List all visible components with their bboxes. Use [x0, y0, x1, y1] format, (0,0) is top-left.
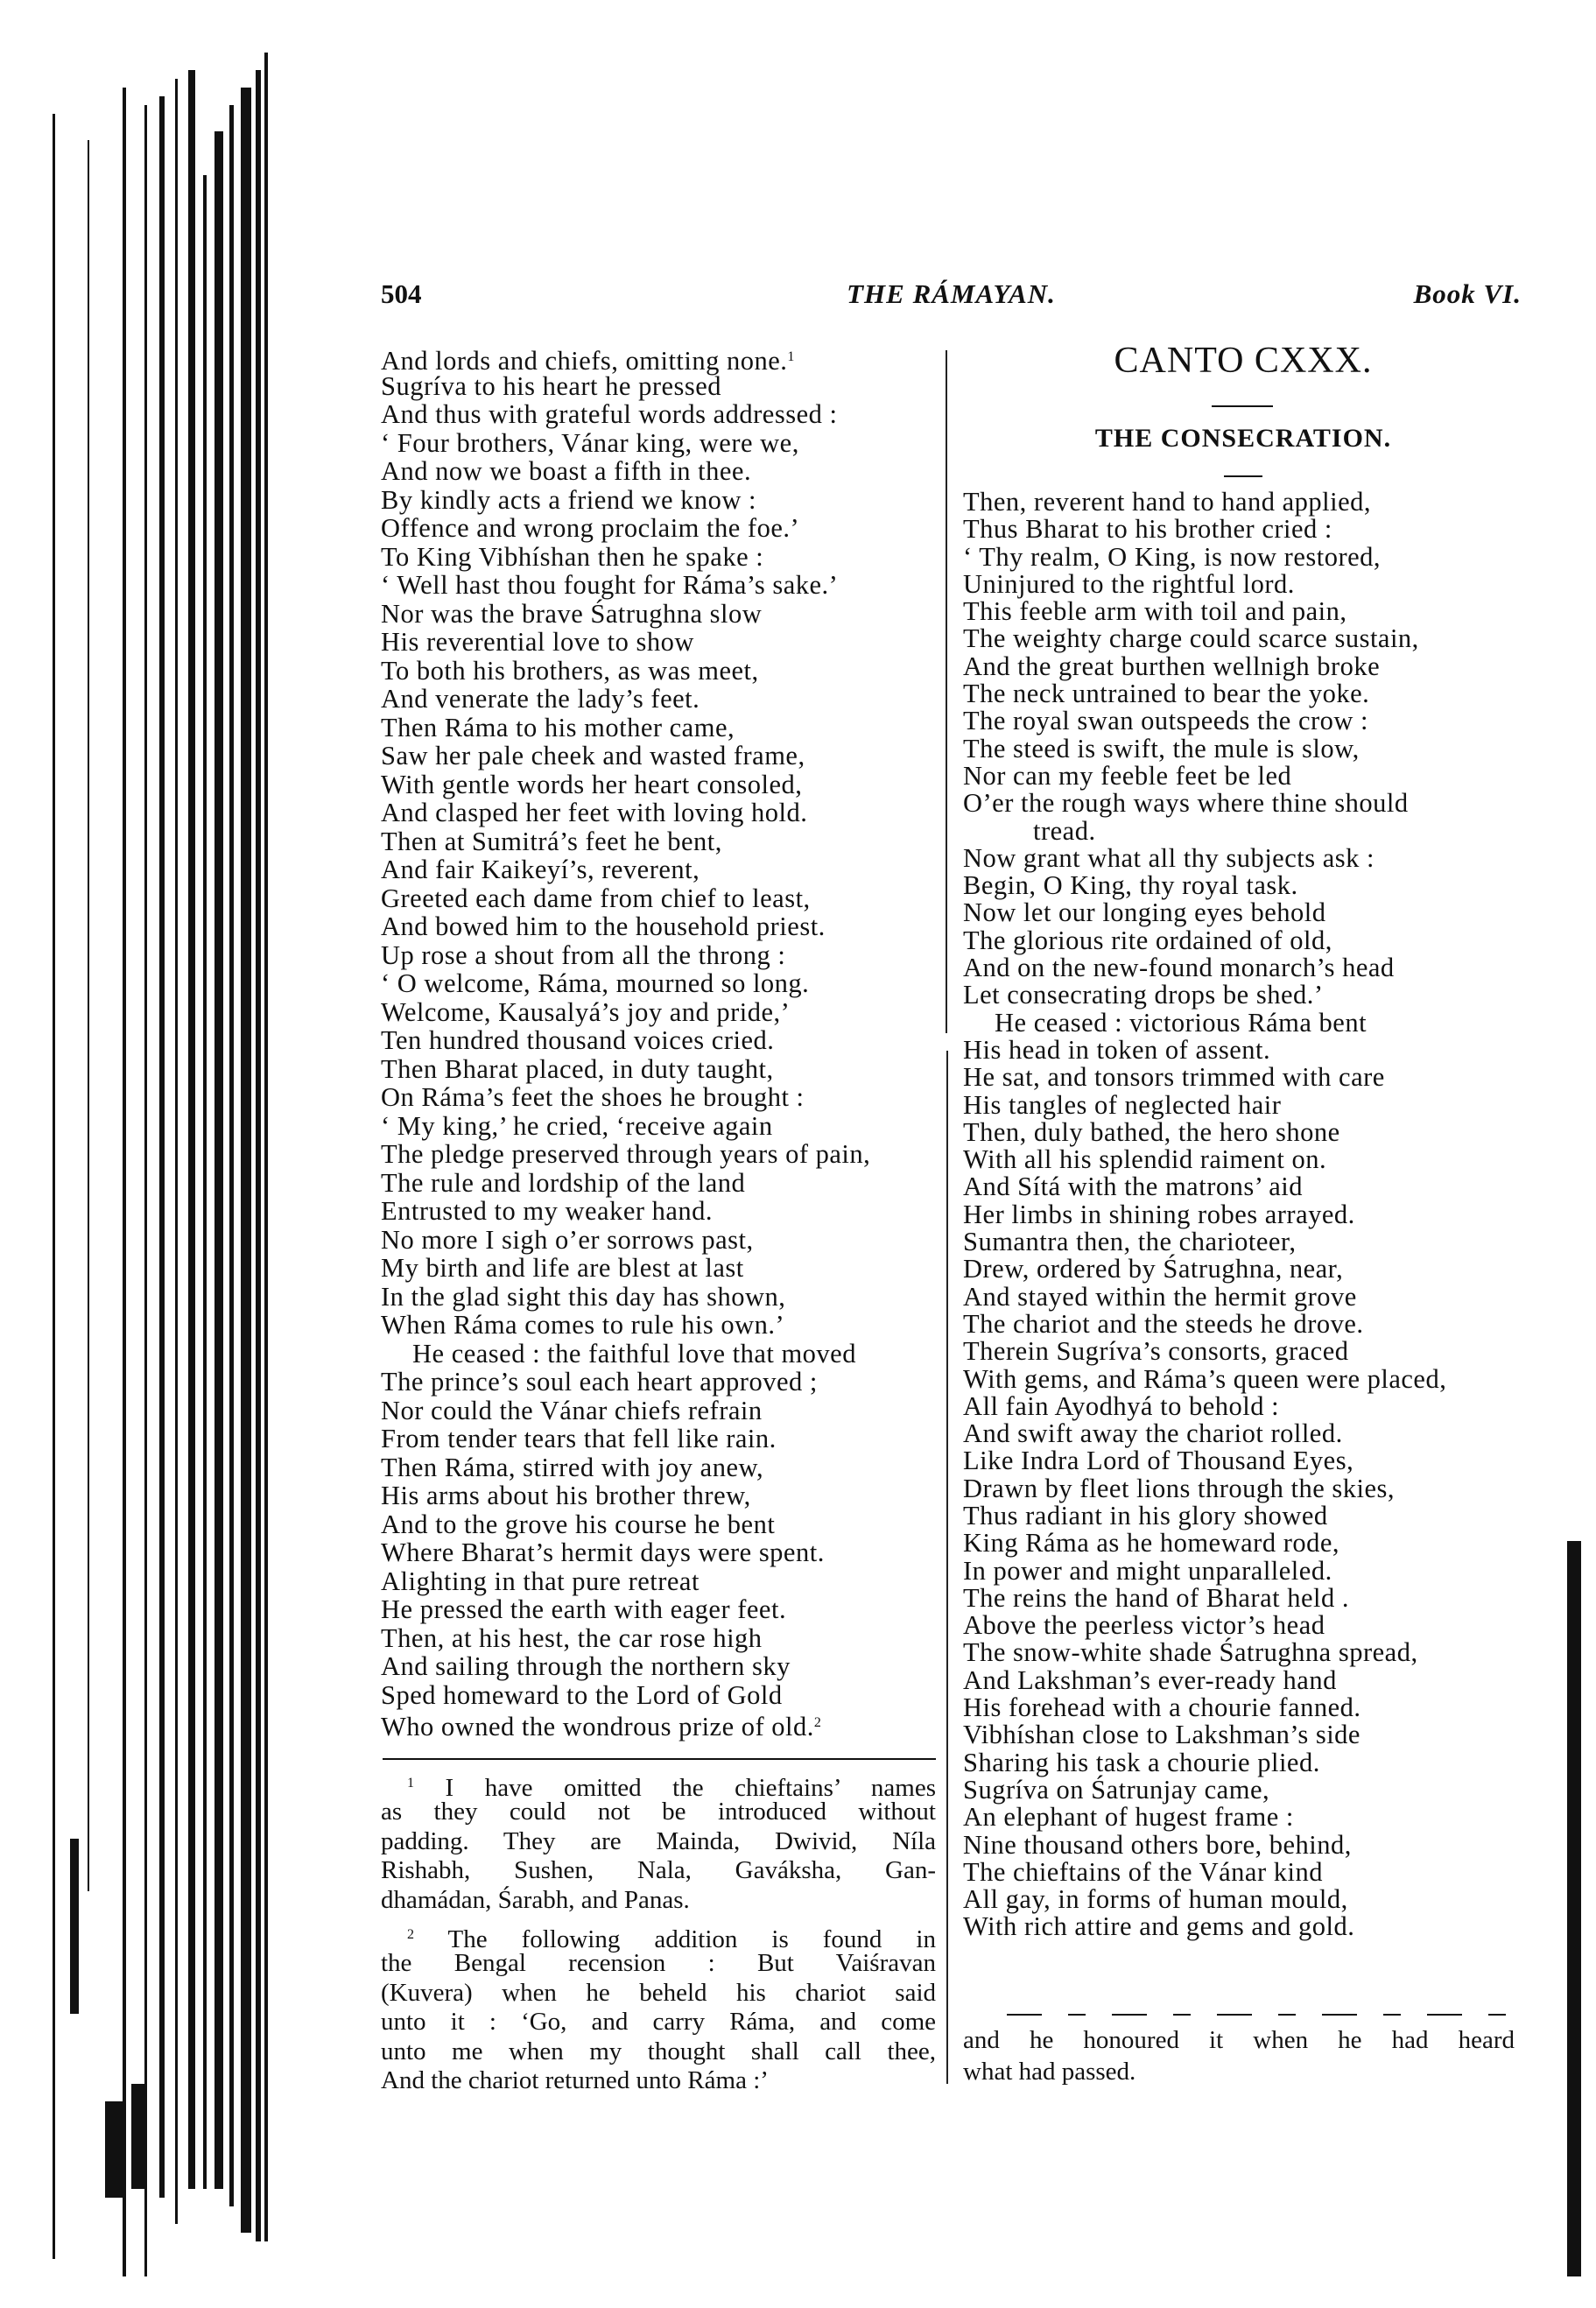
verse-line	[963, 568, 1523, 599]
verse-line-text: To King Vibhíshan then he spake :	[381, 541, 764, 572]
scan-edge-stripe	[88, 140, 89, 1891]
verse-line	[963, 1694, 1523, 1721]
verse-line-text: Ten hundred thousand voices cried.	[381, 1025, 775, 1055]
verse-line-text: Nine thousand others bore, behind,	[963, 1829, 1352, 1860]
verse-line-text: ‘ Well hast thou fought for Ráma’s sake.’	[381, 570, 839, 600]
verse-line	[963, 1308, 1523, 1339]
verse-line	[963, 1420, 1523, 1447]
verse-line	[963, 1034, 1523, 1065]
verse-line	[963, 842, 1523, 873]
verse-line	[381, 486, 941, 515]
verse-line-text: An elephant of hugest frame :	[963, 1802, 1294, 1833]
verse-line-text: And the great burthen wellnigh broke	[963, 651, 1381, 681]
verse-line	[381, 1254, 941, 1283]
verse-line-text: My birth and life are blest at last	[381, 1253, 744, 1283]
verse-line	[963, 1664, 1523, 1695]
footnote-text: dhamádan, Śarabh, and Panas.	[381, 1885, 690, 1914]
verse-line	[963, 1804, 1523, 1831]
verse-line-text: And fair Kaikeyí’s, reverent,	[381, 855, 700, 884]
verse-line	[963, 598, 1523, 625]
running-header	[381, 278, 1522, 319]
verse-line	[963, 872, 1523, 899]
verse-line	[381, 657, 941, 686]
verse-line-text: His forehead with a chourie fanned.	[963, 1692, 1361, 1723]
running-title: THE RÁMAYAN.	[847, 278, 1056, 309]
verse-line-text: With rich attire and gems and gold.	[963, 1911, 1355, 1942]
footnote-text: unto me when my thought shall call thee,	[381, 2037, 936, 2065]
verse-line	[381, 714, 941, 742]
verse-line	[963, 1886, 1523, 1913]
verse-line	[381, 1140, 941, 1169]
verse-line	[381, 1709, 941, 1742]
footnote-line	[381, 1856, 936, 1885]
verse-line	[963, 1856, 1523, 1887]
verse-line-text: With all his splendid raiment on.	[963, 1144, 1327, 1175]
footnote-line	[381, 1920, 936, 1953]
verse-line	[381, 628, 941, 657]
scan-edge-stripe	[123, 88, 126, 2276]
verse-line	[381, 1453, 941, 1482]
verse-line	[381, 884, 941, 913]
verse-line	[381, 1681, 941, 1710]
verse-line-text: And lords and chiefs, omitting none.	[381, 346, 788, 376]
footnote-line	[381, 1949, 936, 1978]
verse-line	[963, 653, 1523, 680]
footnote-line	[381, 1769, 937, 1802]
verse-line	[963, 489, 1523, 516]
verse-line-text: Then, duly bathed, the hero shone	[963, 1116, 1340, 1147]
scan-edge-stripe	[214, 131, 223, 2189]
verse-line	[963, 516, 1523, 543]
verse-line	[381, 400, 941, 429]
verse-line	[381, 1624, 941, 1653]
verse-line-text: The pledge preserved through years of pain,	[381, 1139, 871, 1169]
verse-line-text: Then, at his hest, the car rose high	[381, 1622, 763, 1653]
verse-line	[963, 1146, 1523, 1173]
verse-line-text: With gentle words her heart consoled,	[381, 769, 803, 799]
scan-edge-stripe	[175, 79, 178, 2224]
scan-edge-stripe	[264, 53, 268, 2241]
right-verse-column	[963, 489, 1523, 1941]
footnote-line: and he honoured it when he had heard	[963, 2026, 1515, 2054]
verse-line-text: His head in token of assent.	[963, 1034, 1271, 1065]
verse-line	[963, 1913, 1523, 1940]
verse-line-text: Sharing his task a chourie plied.	[963, 1747, 1320, 1777]
verse-line	[963, 1749, 1523, 1777]
verse-line	[963, 1721, 1523, 1749]
footnote-line: what had passed.	[963, 2058, 1136, 2086]
title-rule	[1212, 405, 1273, 407]
verse-line-text: The rule and lordship of the land	[381, 1167, 746, 1198]
verse-line-text: In power and might unparalleled.	[963, 1555, 1332, 1586]
verse-line	[381, 1112, 941, 1141]
verse-line-text: Then, reverent hand to hand applied,	[963, 487, 1372, 517]
footnote-text: as they could not be introduced without	[381, 1798, 936, 1826]
verse-line-text: The steed is swift, the mule is slow,	[963, 733, 1360, 763]
verse-line	[381, 1283, 941, 1312]
verse-line-text: The prince’s soul each heart approved ;	[381, 1367, 818, 1397]
canto-subtitle: THE CONSECRATION.	[1094, 424, 1392, 453]
verse-line-text: The reins the hand of Bharat held .	[963, 1582, 1349, 1613]
scan-edge-stripe	[229, 105, 234, 2206]
verse-line-text: On Ráma’s feet the shoes he brought :	[381, 1082, 805, 1112]
scan-edge-stripe	[241, 88, 251, 2233]
scan-edge-stripe	[53, 114, 55, 2259]
footnote-text: the Bengal recension : But Vaiśravan	[381, 1949, 936, 1978]
verse-line	[381, 799, 941, 827]
verse-line-text: From tender tears that fell like rain.	[381, 1424, 777, 1453]
footnote-line	[381, 1979, 936, 2008]
verse-line	[381, 600, 941, 629]
footnote-text: The following addition is found in	[447, 1925, 936, 1953]
footnote-text: (Kuvera) when he beheld his chariot said	[381, 1978, 936, 2007]
verse-line-text: And on the new-found monarch’s head	[963, 953, 1395, 983]
canto-title: CANTO CXXX.	[1114, 341, 1373, 381]
verse-line-text: Nor was the brave Śatrughna slow	[381, 598, 763, 629]
verse-line	[381, 1567, 941, 1596]
footnote-marker: 1	[407, 1776, 414, 1791]
verse-line-text: Saw her pale cheek and wasted frame,	[381, 741, 805, 771]
verse-line-text: Therein Sugríva’s consorts, graced	[963, 1336, 1349, 1367]
verse-line	[381, 514, 941, 543]
verse-line-text: ‘ O welcome, Ráma, mourned so long.	[381, 968, 810, 998]
verse-line	[381, 742, 941, 771]
verse-line	[963, 735, 1523, 763]
footnote-line	[381, 1827, 936, 1856]
verse-line-text: Nor can my feeble feet be led	[963, 760, 1292, 791]
verse-line-text: Then Bharat placed, in duty taught,	[381, 1053, 774, 1084]
verse-line-text: The chariot and the steeds he drove.	[963, 1308, 1364, 1339]
verse-line-text: He ceased : victorious Ráma bent	[995, 1007, 1367, 1038]
book-label: Book VI.	[1413, 278, 1522, 309]
verse-line	[381, 429, 941, 458]
verse-line-text: Where Bharat’s hermit days were spent.	[381, 1537, 825, 1567]
verse-line-text: And thus with grateful words addressed :	[381, 399, 838, 429]
verse-line	[963, 1338, 1523, 1365]
verse-line	[963, 954, 1523, 982]
verse-line-text: Greeted each dame from chief to least,	[381, 883, 811, 913]
verse-line	[963, 1116, 1523, 1147]
verse-line	[381, 1425, 941, 1453]
verse-line	[963, 927, 1523, 954]
verse-line	[963, 1612, 1523, 1639]
footnote-text: Rishabh, Sushen, Nala, Gaváksha, Gan-	[381, 1856, 936, 1885]
verse-line-text: He pressed the earth with eager feet.	[381, 1594, 787, 1624]
verse-line	[963, 680, 1523, 707]
verse-line	[381, 1026, 941, 1055]
verse-line-text: Let consecrating drops be shed.’	[963, 980, 1324, 1010]
subtitle-rule	[1224, 475, 1262, 477]
verse-line	[381, 1595, 941, 1624]
verse-line-text: Then at Sumitrá’s feet he bent,	[381, 826, 722, 856]
verse-line-text: This feeble arm with toil and pain,	[963, 596, 1347, 627]
footnote-rule	[383, 1758, 936, 1760]
verse-line	[381, 1340, 941, 1369]
verse-line-text: To both his brothers, as was meet,	[381, 655, 759, 686]
verse-line-text: Nor could the Vánar chiefs refrain	[381, 1395, 763, 1425]
verse-line	[381, 941, 941, 970]
verse-line	[963, 707, 1523, 735]
verse-line-text: Her limbs in shining robes arrayed.	[963, 1199, 1355, 1229]
verse-line	[963, 1173, 1523, 1200]
footnote-text: padding. They are Mainda, Dwivid, Níla	[381, 1826, 936, 1855]
verse-line	[381, 998, 941, 1027]
verse-line-text: He ceased : the faithful love that moved	[412, 1338, 856, 1369]
scan-edge-stripe	[188, 70, 195, 2189]
verse-line-text: O’er the rough ways where thine should	[963, 788, 1409, 819]
footnote-line	[381, 2008, 936, 2037]
verse-line	[381, 827, 941, 856]
verse-line-text: Sugríva to his heart he pressed	[381, 370, 722, 401]
verse-line	[963, 815, 1523, 846]
verse-line-text: Then Ráma to his mother came,	[381, 712, 735, 742]
verse-line-text: And clasped her feet with loving hold.	[381, 798, 808, 827]
verse-line-text: Thus radiant in his glory showed	[963, 1500, 1328, 1530]
footnote-text: And the chariot returned unto Ráma :’	[381, 2065, 769, 2094]
verse-line-text: Drawn by fleet lions through the skies,	[963, 1473, 1396, 1503]
footnote-marker: 2	[813, 1715, 822, 1730]
verse-line	[963, 899, 1523, 926]
verse-line-text: Alighting in that pure retreat	[381, 1566, 700, 1596]
verse-line	[963, 1363, 1523, 1394]
verse-line	[963, 1007, 1523, 1038]
verse-line	[963, 1201, 1523, 1228]
verse-line-text: The snow-white shade Śatrughna spread,	[963, 1637, 1418, 1668]
verse-line-text: With gems, and Ráma’s queen were placed,	[963, 1363, 1447, 1394]
verse-line	[381, 771, 941, 799]
verse-line-text: Uninjured to the rightful lord.	[963, 568, 1295, 599]
footnote-1	[381, 1769, 936, 1915]
scan-edge-stripe	[203, 175, 207, 2189]
verse-line	[381, 969, 941, 998]
footnote-2	[381, 1920, 936, 2095]
verse-line	[381, 571, 941, 600]
verse-line	[381, 685, 941, 714]
verse-line	[381, 1368, 941, 1397]
verse-line-text: Then Ráma, stirred with joy anew,	[381, 1452, 764, 1482]
footnotes	[381, 1769, 936, 2095]
verse-line-text: And now we boast a fifth in thee.	[381, 456, 752, 486]
footnote-line	[381, 1886, 936, 1915]
footnote-text: unto it : ‘Go, and carry Ráma, and come	[381, 2008, 936, 2037]
verse-line-text: The neck untrained to bear the yoke.	[963, 679, 1370, 709]
verse-line-text: And venerate the lady’s feet.	[381, 684, 700, 714]
verse-line	[381, 1311, 941, 1340]
footnote-line	[381, 1798, 936, 1826]
verse-line-text: Thus Bharat to his brother cried :	[963, 514, 1332, 545]
verse-line	[963, 1447, 1523, 1474]
verse-line-text: Above the peerless victor’s head	[963, 1610, 1325, 1641]
verse-line	[963, 541, 1523, 572]
scan-edge-stripe	[70, 1839, 79, 2014]
verse-line	[381, 343, 941, 376]
verse-line	[381, 543, 941, 572]
verse-line	[963, 1228, 1523, 1256]
verse-line	[381, 1226, 941, 1255]
verse-line-text: No more I sigh o’er sorrows past,	[381, 1224, 754, 1255]
scan-edge-stripe	[144, 105, 147, 2276]
verse-line	[381, 1652, 941, 1681]
verse-line-text: And Sítá with the matrons’ aid	[963, 1172, 1303, 1202]
verse-line-text: Sped homeward to the Lord of Gold	[381, 1679, 783, 1710]
verse-line-text: ‘ Thy realm, O King, is now restored,	[963, 541, 1382, 572]
verse-line	[963, 1774, 1523, 1805]
verse-line	[381, 372, 941, 401]
verse-line	[963, 1475, 1523, 1502]
verse-line-text: Who owned the wondrous prize of old.	[381, 1712, 814, 1742]
verse-line-text: And sailing through the northern sky	[381, 1651, 791, 1681]
verse-line-text: Like Indra Lord of Thousand Eyes,	[963, 1446, 1354, 1476]
verse-line-text: And bowed him to the household priest.	[381, 911, 826, 941]
verse-line-text: The weighty charge could scarce sustain,	[963, 623, 1419, 654]
verse-line-text: The chieftains of the Vánar kind	[963, 1856, 1323, 1887]
verse-line	[381, 457, 941, 486]
verse-line-text: Sumantra then, the charioteer,	[963, 1227, 1297, 1257]
verse-line	[963, 1064, 1523, 1091]
verse-line	[381, 1510, 941, 1539]
verse-line-text: King Ráma as he homeward rode,	[963, 1528, 1340, 1559]
column-divider	[946, 1051, 948, 2084]
footnote-continuation	[963, 2024, 1515, 2087]
verse-line	[963, 1256, 1523, 1283]
verse-line-text: ‘ My king,’ he cried, ‘receive again	[381, 1110, 773, 1141]
verse-line	[963, 1555, 1523, 1586]
verse-line-text: ‘ Four brothers, Vánar king, were we,	[381, 427, 799, 458]
verse-line-text: Now grant what all thy subjects ask :	[963, 842, 1375, 873]
verse-line	[963, 1582, 1523, 1613]
verse-line-text: tread.	[1033, 815, 1096, 846]
verse-line-text: His reverential love to show	[381, 627, 694, 657]
scan-edge-stripe	[105, 2101, 124, 2198]
verse-line	[963, 1530, 1523, 1557]
verse-line	[963, 1281, 1523, 1312]
verse-line	[963, 1502, 1523, 1530]
verse-line	[381, 1083, 941, 1112]
scanned-book-edge	[0, 0, 289, 2308]
verse-line	[963, 625, 1523, 652]
footnote-marker: 2	[407, 1926, 414, 1942]
scan-edge-stripe	[131, 2084, 147, 2189]
verse-line-text: Vibhíshan close to Lakshman’s side	[963, 1720, 1360, 1750]
page-number: 504	[381, 278, 422, 309]
column-divider	[946, 350, 947, 1033]
verse-line	[381, 1481, 941, 1510]
footnote-line	[381, 2066, 936, 2095]
verse-line-text: In the glad sight this day has shown,	[381, 1281, 786, 1312]
verse-line-text: And Lakshman’s ever-ready hand	[963, 1664, 1337, 1695]
verse-line-text: Now let our longing eyes behold	[963, 897, 1326, 928]
verse-line-text: Begin, O King, thy royal task.	[963, 870, 1298, 901]
verse-line	[963, 790, 1523, 817]
verse-line	[381, 912, 941, 941]
footnote-rule-broken	[1007, 2014, 1523, 2016]
verse-line	[963, 1639, 1523, 1666]
scan-edge-stripe	[256, 70, 261, 2241]
footnote-text: I have omitted the chieftains’ names	[445, 1774, 937, 1802]
verse-line	[381, 1197, 941, 1226]
verse-line	[381, 855, 941, 884]
verse-line-text: Offence and wrong proclaim the foe.’	[381, 513, 800, 543]
verse-line-text: Up rose a shout from all the throng :	[381, 939, 786, 970]
verse-line-text: Entrusted to my weaker hand.	[381, 1196, 714, 1226]
verse-line-text: His tangles of neglected hair	[963, 1089, 1282, 1120]
verse-line-text: And swift away the chariot rolled.	[963, 1418, 1343, 1449]
verse-line	[381, 1397, 941, 1425]
verse-line-text: And stayed within the hermit grove	[963, 1281, 1357, 1312]
verse-line	[963, 982, 1523, 1009]
verse-line-text: The glorious rite ordained of old,	[963, 925, 1332, 955]
verse-line	[963, 1390, 1523, 1421]
verse-line-text: He sat, and tonsors trimmed with care	[963, 1062, 1385, 1093]
verse-line	[381, 1055, 941, 1084]
verse-line-text: The royal swan outspeeds the crow :	[963, 706, 1369, 736]
left-verse-column	[381, 343, 941, 1742]
verse-line-text: Sugríva on Śatrunjay came,	[963, 1774, 1270, 1805]
scan-margin-bar	[1567, 1541, 1581, 2276]
verse-line-text: All fain Ayodhyá to behold :	[963, 1390, 1280, 1421]
verse-line	[963, 1089, 1523, 1120]
footnote-line	[381, 2037, 936, 2066]
verse-line	[963, 760, 1523, 791]
scan-edge-stripe	[159, 96, 165, 2198]
verse-line	[381, 1169, 941, 1198]
verse-line-text: And to the grove his course he bent	[381, 1509, 776, 1539]
verse-line	[381, 1538, 941, 1567]
verse-line-text: When Ráma comes to rule his own.’	[381, 1310, 785, 1340]
verse-line-text: His arms about his brother threw,	[381, 1481, 751, 1510]
footnote-marker: 1	[787, 349, 795, 364]
verse-line-text: Drew, ordered by Śatrughna, near,	[963, 1254, 1344, 1284]
verse-line	[963, 1829, 1523, 1860]
verse-line-text: Welcome, Kausalyá’s joy and pride,’	[381, 996, 791, 1027]
verse-line-text: By kindly acts a friend we know :	[381, 484, 757, 515]
verse-line-text: All gay, in forms of human mould,	[963, 1884, 1348, 1915]
